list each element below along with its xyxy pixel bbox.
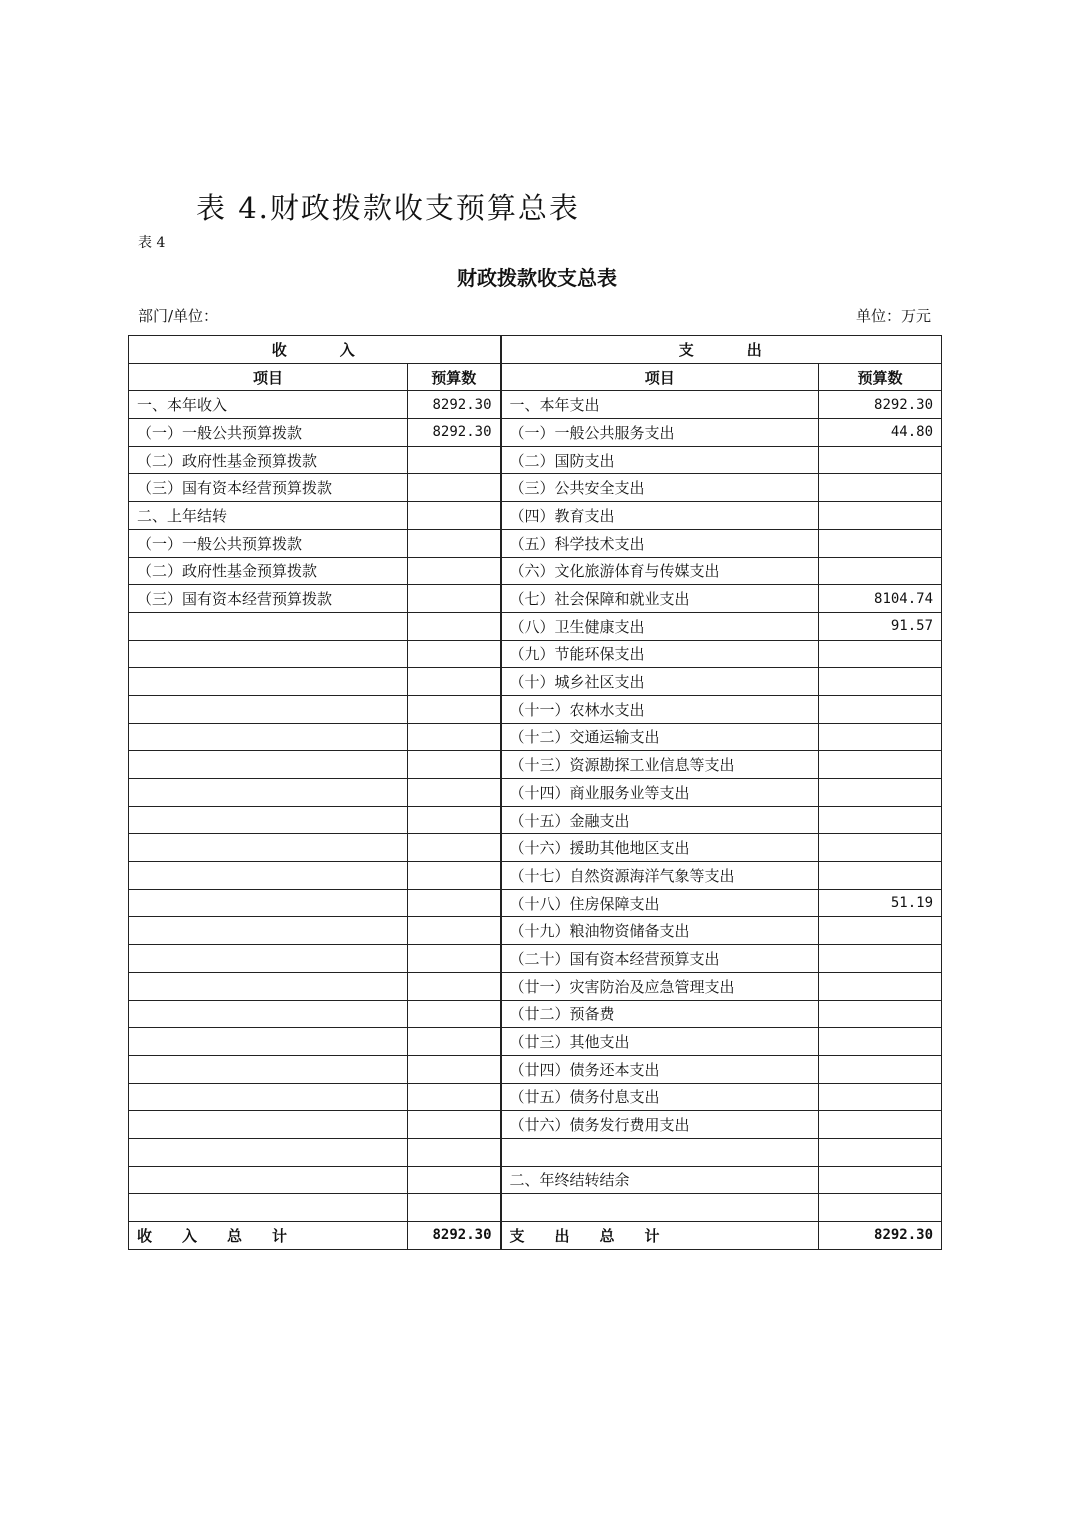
income-item-cell (129, 1028, 408, 1056)
income-item-cell: （三）国有资本经营预算拨款 (129, 585, 408, 613)
expense-value-cell: 8104.74 (819, 585, 942, 613)
income-item-cell (129, 723, 408, 751)
table-row (129, 917, 942, 945)
expense-value-cell (819, 862, 942, 890)
expense-value-cell: 51.19 (819, 889, 942, 917)
income-budget-header: 预算数 (408, 363, 501, 391)
expense-item-cell: （十五）金融支出 (501, 806, 819, 834)
income-item-cell (129, 779, 408, 807)
income-value-cell (408, 502, 501, 530)
expense-value-cell (819, 723, 942, 751)
expense-item-cell: （廿二）预备费 (501, 1000, 819, 1028)
expense-item-cell: （廿一）灾害防治及应急管理支出 (501, 972, 819, 1000)
expense-value-cell (819, 1028, 942, 1056)
expense-value-cell (819, 446, 942, 474)
expense-budget-header: 预算数 (819, 363, 942, 391)
income-item-cell (129, 862, 408, 890)
income-item-cell: （二）政府性基金预算拨款 (129, 446, 408, 474)
expense-item-cell: （十六）援助其他地区支出 (501, 834, 819, 862)
income-value-cell (408, 889, 501, 917)
expense-item-cell: （十一）农林水支出 (501, 695, 819, 723)
expense-item-cell: （十三）资源勘探工业信息等支出 (501, 751, 819, 779)
document-heading: 表 4.财政拨款收支预算总表 (196, 191, 580, 225)
income-item-cell (129, 612, 408, 640)
income-item-cell (129, 1000, 408, 1028)
expense-value-cell (819, 668, 942, 696)
expense-item-cell: （十八）住房保障支出 (501, 889, 819, 917)
table-row (129, 1166, 942, 1194)
expense-value-cell (819, 474, 942, 502)
income-value-cell (408, 1000, 501, 1028)
department-label: 部门/单位： (138, 307, 219, 325)
expense-item-header: 项目 (501, 363, 819, 391)
table-title: 财政拨款收支总表 (457, 266, 617, 290)
income-value-cell (408, 1166, 501, 1194)
table-row (129, 779, 942, 807)
expense-value-cell: 91.57 (819, 612, 942, 640)
income-item-cell (129, 972, 408, 1000)
expense-value-cell (819, 1138, 942, 1166)
section-header-row (129, 336, 942, 364)
expense-value-cell (819, 557, 942, 585)
income-value-cell (408, 723, 501, 751)
expense-item-cell: （三）公共安全支出 (501, 474, 819, 502)
expense-item-cell: （五）科学技术支出 (501, 529, 819, 557)
table-row (129, 612, 942, 640)
table-number-label: 表 4 (138, 235, 166, 251)
expense-value-cell (819, 834, 942, 862)
expense-value-cell (819, 1166, 942, 1194)
expense-item-cell: （八）卫生健康支出 (501, 612, 819, 640)
income-item-cell (129, 917, 408, 945)
table-row (129, 419, 942, 447)
income-item-cell: 一、本年收入 (129, 391, 408, 419)
table-row (129, 806, 942, 834)
income-value-cell (408, 1028, 501, 1056)
income-value-cell: 8292.30 (408, 419, 501, 447)
income-value-cell (408, 585, 501, 613)
expense-item-cell: （二十）国有资本经营预算支出 (501, 945, 819, 973)
income-value-cell (408, 834, 501, 862)
income-value-cell (408, 612, 501, 640)
total-row (129, 1222, 942, 1250)
budget-summary-table (128, 335, 942, 1250)
income-item-cell (129, 1111, 408, 1139)
expense-item-cell: （二）国防支出 (501, 446, 819, 474)
income-item-cell (129, 889, 408, 917)
table-row (129, 1111, 942, 1139)
table-row (129, 668, 942, 696)
income-value-cell (408, 557, 501, 585)
table-row (129, 502, 942, 530)
expense-value-cell (819, 695, 942, 723)
table-row (129, 529, 942, 557)
expense-value-cell (819, 972, 942, 1000)
expense-item-cell: （廿三）其他支出 (501, 1028, 819, 1056)
expense-item-cell: 一、本年支出 (501, 391, 819, 419)
expense-section-header: 支 出 (501, 336, 942, 364)
income-item-cell: （一）一般公共预算拨款 (129, 419, 408, 447)
expense-item-cell: （十四）商业服务业等支出 (501, 779, 819, 807)
expense-value-cell (819, 529, 942, 557)
table-row (129, 945, 942, 973)
expense-value-cell: 44.80 (819, 419, 942, 447)
table-row (129, 474, 942, 502)
income-value-cell (408, 668, 501, 696)
table-row (129, 862, 942, 890)
expense-value-cell (819, 1083, 942, 1111)
income-total-label: 收 入 总 计 (129, 1222, 408, 1250)
expense-value-cell (819, 1111, 942, 1139)
income-item-cell (129, 834, 408, 862)
expense-item-cell: （一）一般公共服务支出 (501, 419, 819, 447)
income-item-cell (129, 945, 408, 973)
expense-value-cell (819, 945, 942, 973)
expense-item-cell: （十）城乡社区支出 (501, 668, 819, 696)
table-row (129, 1000, 942, 1028)
income-item-cell: （三）国有资本经营预算拨款 (129, 474, 408, 502)
income-value-cell (408, 1083, 501, 1111)
table-row (129, 1194, 942, 1222)
column-header-row (129, 363, 942, 391)
expense-value-cell (819, 640, 942, 668)
expense-total-label: 支 出 总 计 (501, 1222, 819, 1250)
income-item-cell (129, 668, 408, 696)
expense-item-cell: （廿六）债务发行费用支出 (501, 1111, 819, 1139)
income-item-cell: （一）一般公共预算拨款 (129, 529, 408, 557)
table-row (129, 585, 942, 613)
income-section-header: 收 入 (129, 336, 501, 364)
table-row (129, 972, 942, 1000)
table-row (129, 695, 942, 723)
income-value-cell (408, 529, 501, 557)
income-value-cell (408, 945, 501, 973)
income-value-cell (408, 779, 501, 807)
income-value-cell (408, 695, 501, 723)
income-item-cell (129, 695, 408, 723)
table-row (129, 1055, 942, 1083)
expense-item-cell: （六）文化旅游体育与传媒支出 (501, 557, 819, 585)
income-item-cell (129, 640, 408, 668)
expense-value-cell (819, 1000, 942, 1028)
income-total-value: 8292.30 (408, 1222, 501, 1250)
expense-item-cell: （九）节能环保支出 (501, 640, 819, 668)
income-value-cell (408, 972, 501, 1000)
income-value-cell (408, 1138, 501, 1166)
income-value-cell (408, 917, 501, 945)
expense-value-cell (819, 1055, 942, 1083)
expense-value-cell (819, 1194, 942, 1222)
expense-item-cell: （廿四）债务还本支出 (501, 1055, 819, 1083)
expense-item-cell: 二、年终结转结余 (501, 1166, 819, 1194)
income-item-cell (129, 806, 408, 834)
table-row (129, 640, 942, 668)
table-row (129, 834, 942, 862)
income-item-cell (129, 1166, 408, 1194)
expense-item-cell: （十二）交通运输支出 (501, 723, 819, 751)
income-item-cell (129, 1055, 408, 1083)
income-item-header: 项目 (129, 363, 408, 391)
income-value-cell (408, 862, 501, 890)
expense-item-cell: （十七）自然资源海洋气象等支出 (501, 862, 819, 890)
income-value-cell (408, 1111, 501, 1139)
expense-value-cell: 8292.30 (819, 391, 942, 419)
income-item-cell (129, 751, 408, 779)
income-value-cell (408, 640, 501, 668)
income-value-cell (408, 446, 501, 474)
income-value-cell (408, 1194, 501, 1222)
table-row (129, 391, 942, 419)
table-row (129, 751, 942, 779)
income-value-cell (408, 806, 501, 834)
expense-value-cell (819, 751, 942, 779)
table-row (129, 557, 942, 585)
income-value-cell (408, 474, 501, 502)
expense-item-cell (501, 1194, 819, 1222)
table-row (129, 1028, 942, 1056)
expense-item-cell (501, 1138, 819, 1166)
income-value-cell: 8292.30 (408, 391, 501, 419)
expense-total-value: 8292.30 (819, 1222, 942, 1250)
expense-value-cell (819, 917, 942, 945)
table-row (129, 723, 942, 751)
income-item-cell: （二）政府性基金预算拨款 (129, 557, 408, 585)
income-item-cell (129, 1083, 408, 1111)
table-row (129, 889, 942, 917)
table-row (129, 1083, 942, 1111)
table-row (129, 1138, 942, 1166)
income-item-cell (129, 1194, 408, 1222)
expense-value-cell (819, 779, 942, 807)
table-row (129, 446, 942, 474)
income-value-cell (408, 1055, 501, 1083)
expense-item-cell: （四）教育支出 (501, 502, 819, 530)
income-item-cell (129, 1138, 408, 1166)
expense-item-cell: （七）社会保障和就业支出 (501, 585, 819, 613)
income-item-cell: 二、上年结转 (129, 502, 408, 530)
expense-value-cell (819, 806, 942, 834)
unit-label: 单位：万元 (855, 307, 931, 325)
expense-item-cell: （廿五）债务付息支出 (501, 1083, 819, 1111)
expense-item-cell: （十九）粮油物资储备支出 (501, 917, 819, 945)
income-value-cell (408, 751, 501, 779)
expense-value-cell (819, 502, 942, 530)
